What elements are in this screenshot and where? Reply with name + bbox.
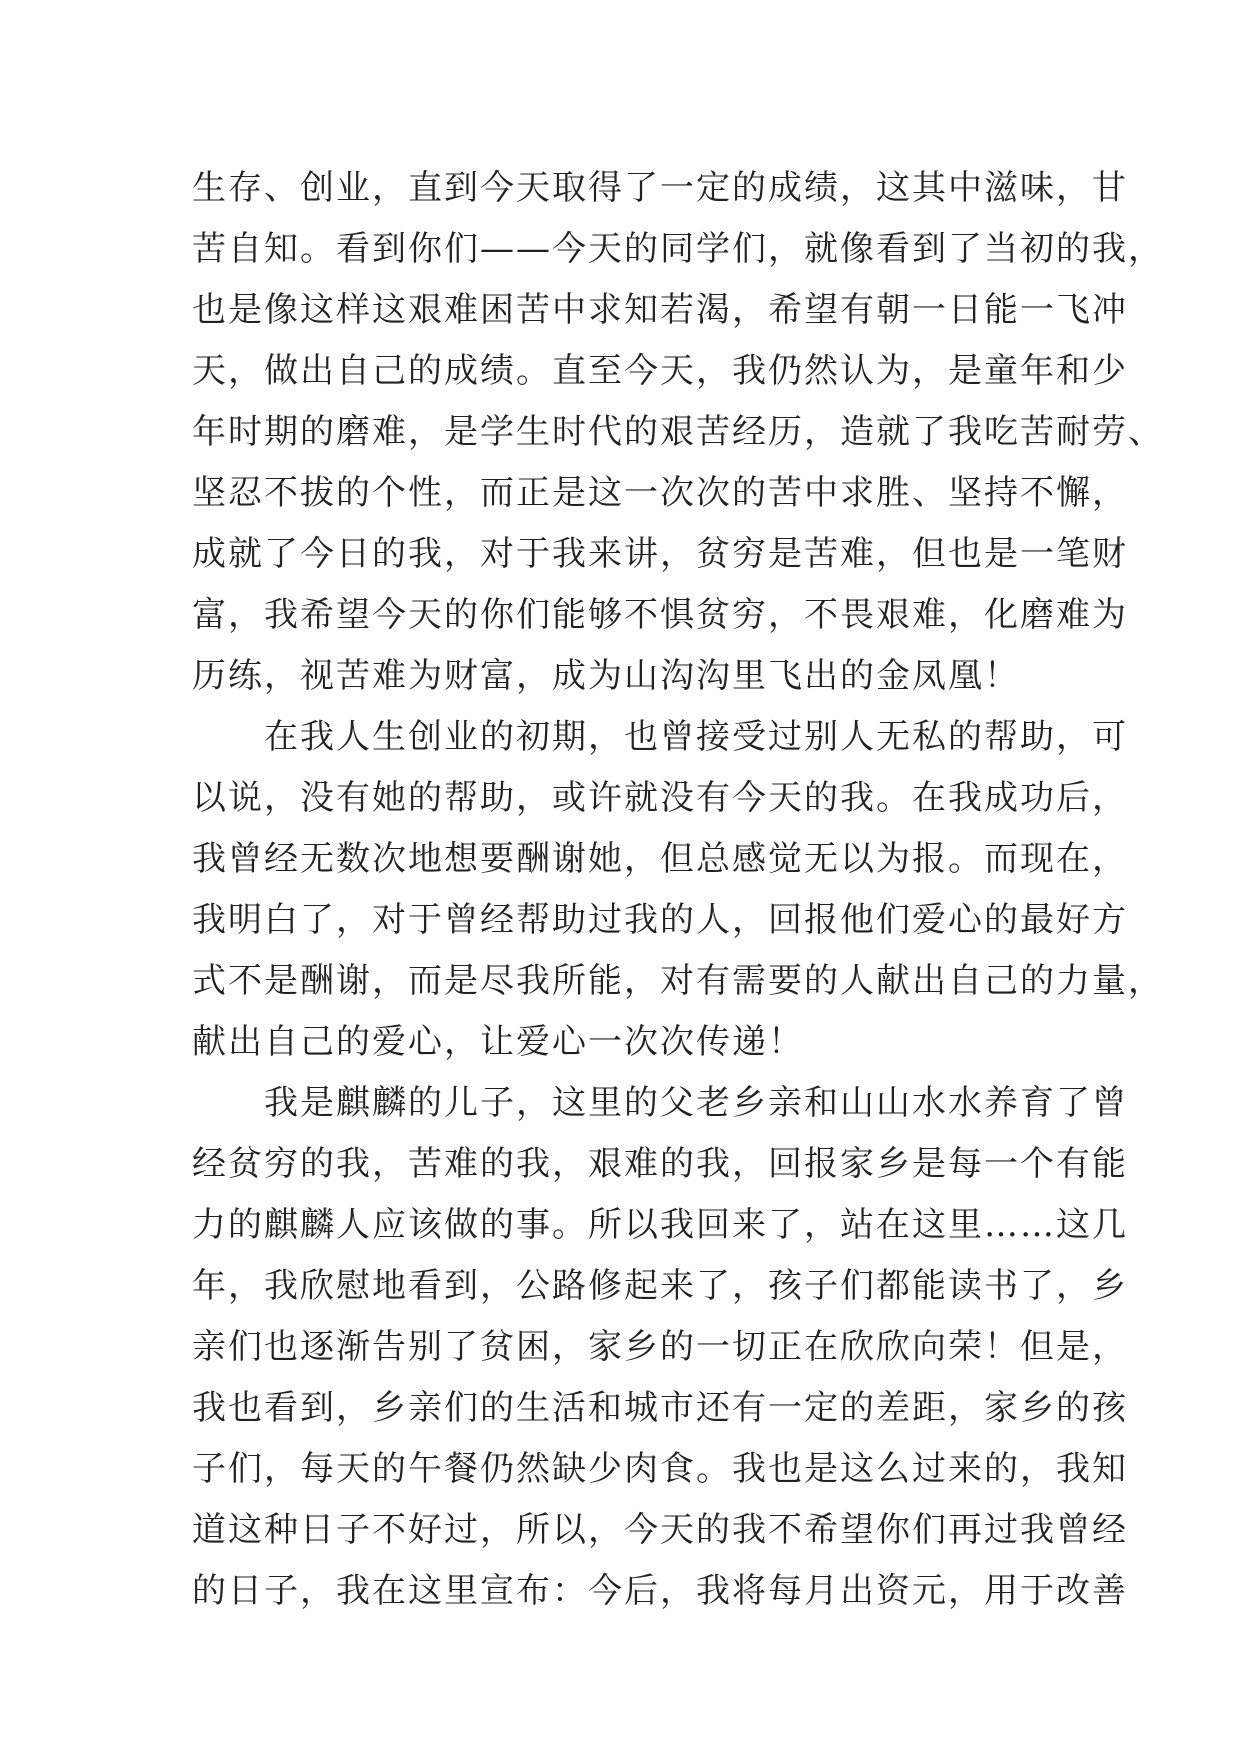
text-line: 年时期的磨难，是学生时代的艰苦经历，造就了我吃苦耐劳、 [192,412,1164,452]
text-line: 式不是酬谢，而是尽我所能，对有需要的人献出自己的力量， [192,961,1164,1001]
paragraph-1 [192,158,1164,707]
text-line: 历练，视苦难为财富，成为山沟沟里飞出的金凤凰！ [192,656,1020,696]
text-line: 我曾经无数次地想要酬谢她，但总感觉无以为报。而现在， [192,839,1128,879]
text-line: 也是像这样这艰难困苦中求知若渴，希望有朝一日能一飞冲 [192,290,1128,330]
text-line: 我是麒麟的儿子，这里的父老乡亲和山山水水养育了曾 [264,1083,1128,1123]
text-line: 在我人生创业的初期，也曾接受过别人无私的帮助，可 [264,717,1128,757]
text-line: 力的麒麟人应该做的事。所以我回来了，站在这里……这几 [192,1205,1128,1245]
text-line: 亲们也逐渐告别了贫困，家乡的一切正在欣欣向荣！但是， [192,1327,1128,1367]
text-line: 坚忍不拔的个性，而正是这一次次的苦中求胜、坚持不懈， [192,473,1128,513]
text-line: 生存、创业，直到今天取得了一定的成绩，这其中滋味，甘 [192,168,1128,208]
text-line: 我明白了，对于曾经帮助过我的人，回报他们爱心的最好方 [192,900,1128,940]
text-line: 我也看到，乡亲们的生活和城市还有一定的差距，家乡的孩 [192,1388,1128,1428]
paragraph-3 [192,1073,1128,1622]
text-line: 富，我希望今天的你们能够不惧贫穷，不畏艰难，化磨难为 [192,595,1128,635]
text-line: 天，做出自己的成绩。直至今天，我仍然认为，是童年和少 [192,351,1128,391]
text-line: 经贫穷的我，苦难的我，艰难的我，回报家乡是每一个有能 [192,1144,1128,1184]
document-body [192,158,1164,1622]
text-line: 年，我欣慰地看到，公路修起来了，孩子们都能读书了，乡 [192,1266,1128,1306]
text-line: 道这种日子不好过，所以，今天的我不希望你们再过我曾经 [192,1510,1128,1550]
text-line: 子们，每天的午餐仍然缺少肉食。我也是这么过来的，我知 [192,1449,1128,1489]
text-line: 以说，没有她的帮助，或许就没有今天的我。在我成功后， [192,778,1128,818]
text-line: 苦自知。看到你们——今天的同学们，就像看到了当初的我， [192,229,1164,269]
text-line: 的日子，我在这里宣布：今后，我将每月出资元，用于改善 [192,1571,1128,1611]
paragraph-2 [192,707,1164,1073]
text-line: 成就了今日的我，对于我来讲，贫穷是苦难，但也是一笔财 [192,534,1128,574]
text-line: 献出自己的爱心，让爱心一次次传递！ [192,1022,804,1062]
